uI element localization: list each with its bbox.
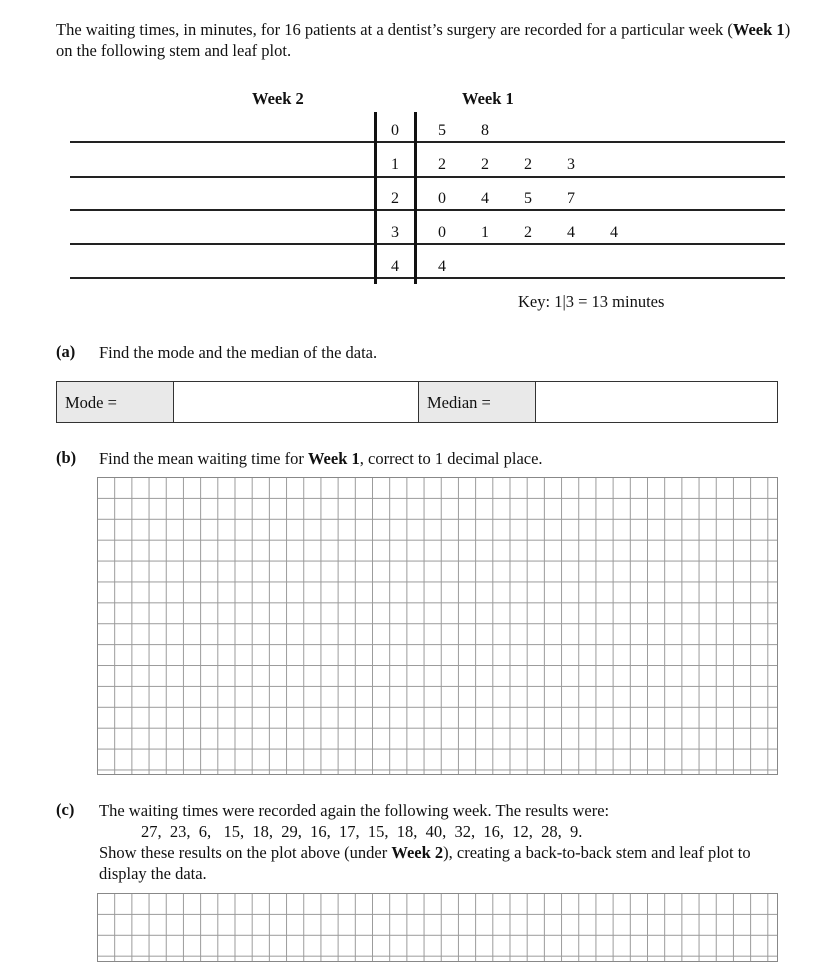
question-c-week2-bold: Week 2 (391, 843, 444, 862)
leaf: 1 (481, 224, 489, 241)
leaf: 2 (481, 156, 489, 173)
week2-values: 27, 23, 6, 15, 18, 29, 16, 17, 15, 18, 40, 32, 16, 12, 28, 9. (141, 822, 583, 841)
leaf: 4 (610, 224, 618, 241)
question-a-text: Find the mode and the median of the data. (99, 343, 378, 362)
question-c-text-part: Show these results on the plot above (under (99, 843, 392, 862)
row-line (70, 243, 785, 245)
stem-0: 0 (391, 122, 399, 139)
mode-median-answer-row (56, 381, 778, 423)
stem-4: 4 (391, 258, 399, 275)
stem-1: 1 (391, 156, 399, 173)
stem-3: 3 (391, 224, 399, 241)
intro-text-part: ) on the following stem and leaf plot. (56, 20, 791, 60)
week2-divider (374, 112, 377, 284)
leaf: 0 (438, 190, 446, 207)
working-grid-c[interactable] (97, 893, 778, 962)
median-label: Median = (419, 382, 536, 422)
leaf: 0 (438, 224, 446, 241)
leaf: 7 (567, 190, 575, 207)
leaf: 2 (524, 156, 532, 173)
row-line (70, 176, 785, 178)
leaf: 4 (567, 224, 575, 241)
median-answer-box[interactable] (536, 382, 777, 422)
intro-text-part: The waiting times, in minutes, for 16 patients at a dentist’s surgery are recorded for a particular week ( (56, 20, 733, 39)
question-c-text (99, 800, 779, 884)
leaf: 2 (438, 156, 446, 173)
question-a-label: (a) (56, 342, 76, 361)
intro-week1-bold: Week 1 (732, 20, 785, 39)
working-grid-b[interactable] (97, 477, 778, 775)
leaf: 5 (438, 122, 446, 139)
row-line (70, 209, 785, 211)
row-line (70, 277, 785, 279)
leaf: 3 (567, 156, 575, 173)
question-c-text-part: ), creating a back-to-back stem and leaf plot to display the data. (99, 843, 751, 883)
stem-2: 2 (391, 190, 399, 207)
question-b-text (99, 448, 543, 469)
row-line (70, 141, 785, 143)
week1-divider (414, 112, 417, 284)
leaf: 4 (438, 258, 446, 275)
plot-key: Key: 1|3 = 13 minutes (518, 292, 665, 311)
question-b-label: (b) (56, 448, 77, 467)
question-c-line3 (99, 842, 779, 884)
question-b-week1-bold: Week 1 (307, 449, 360, 468)
mode-label: Mode = (57, 382, 174, 422)
leaf: 5 (524, 190, 532, 207)
question-b-text-part: Find the mean waiting time for (99, 449, 308, 468)
question-c-line1: The waiting times were recorded again the following week. The results were: (99, 801, 610, 820)
question-c-label: (c) (56, 800, 75, 819)
leaf: 2 (524, 224, 532, 241)
week2-header: Week 2 (252, 89, 304, 108)
week1-header: Week 1 (462, 89, 514, 108)
leaf: 4 (481, 190, 489, 207)
leaf: 8 (481, 122, 489, 139)
question-b-text-part: , correct to 1 decimal place. (359, 449, 543, 468)
mode-answer-box[interactable] (174, 382, 419, 422)
intro-text (56, 19, 796, 61)
